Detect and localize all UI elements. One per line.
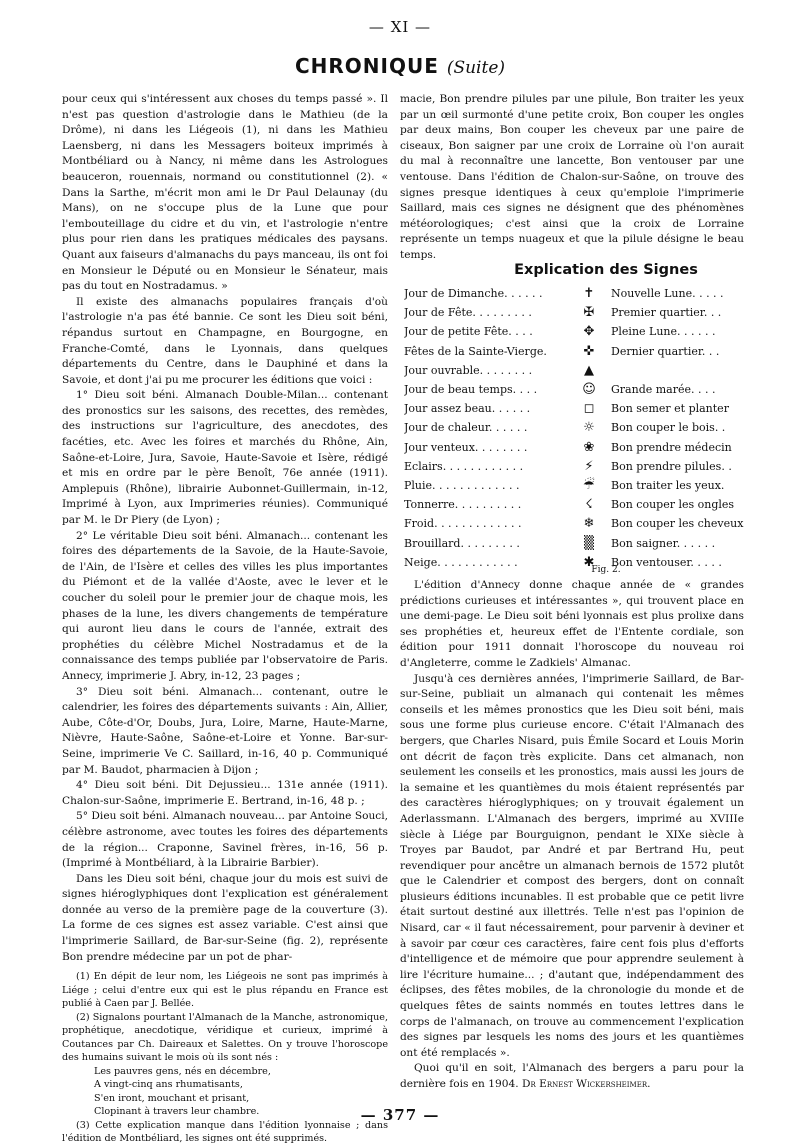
sign-row <box>404 514 744 533</box>
sign-row <box>404 399 744 418</box>
closing-sentence: Quoi qu'il en soit, l'Almanach des bergers a paru pour la dernière fois en 1904. <box>400 1062 744 1090</box>
sign-label: Pluie. . . . . . . . . . . . . <box>404 478 520 492</box>
sign-label: Froid. . . . . . . . . . . . . <box>404 517 522 531</box>
right-paragraph <box>400 1061 744 1092</box>
sign-row <box>404 303 744 322</box>
left-paragraph: Il existe des almanachs populaires français d'où l'astrologie n'a pas été bannie. Ce sont les Dieu soit béni, répandus surtout en Champagne, en Bourgogne, en Franche-Comté, dans le Lyonnais, dans quelques départements du Centre, dans le Dauphiné et dans la Savoie, et dont j'ai pu me procurer les éditions que voici : <box>62 295 388 386</box>
page-number: — 377 — <box>360 1106 440 1124</box>
sun-icon: ☼ <box>583 420 595 436</box>
sign-label: Jour ouvrable. . . . . . . . <box>404 363 533 377</box>
sign-label: Jour de beau temps. . . . <box>404 383 538 397</box>
sign-label: Jour de Dimanche. . . . . . <box>404 287 543 301</box>
triangle-icon: ▲ <box>584 362 594 378</box>
thunder-icon: ☇ <box>585 497 593 513</box>
sign-row <box>404 438 744 457</box>
right-paragraph: Jusqu'à ces dernières années, l'imprimerie Saillard, de Bar-sur-Seine, publiait un almanach qui contenait les mêmes conseils et les mêmes pronostics que les Dieu soit béni, mais sous une forme plus curieuse encore. C'était l'Almanach des bergers, que Charles Nisard, puis Émile Socard et Louis Morin ont décrit de façon très explicite. Dans cet almanach, non seulement les conseils et les pronostics, mais aussi les jours de la semaine et les quantièmes du mois étaient représentés par des caractères hiéroglyphiques; on y trouvait également un Aderlassmann. L'Almanach des bergers, imprimé au XVIIIe siècle à Liége par Bourguignon, pendant le XIXe siècle à Troyes par Baudot, par André et par Bertrand Hu, peut revendiquer pour ancêtre un almanach bernois de 1572 plutôt que le Calendrier et compost des bergers, dont on connaît plusieurs éditions incunables. Il est probable que ce petit livre était surtout destiné aux illettrés. Telle n'est pas l'opinion de Nisard, car « il faut nécessairement, pour parvenir à deviner et à savoir par cœur ces caractères, faire cent fois plus d'efforts d'intelligence et de mémoire que pour apprendre seulement à lire l'écriture humaine... ; d'autant que, indépendamment des éclipses, des fêtes mobiles, de la chronologie du monde et de quelques fêtes de saints nommés en toutes lettres dans le corps de l'almanach, on trouve au commencement l'explication des signes par lesquels les noms des jours et les quantièmes ont été remplacés ». <box>400 672 744 1059</box>
left-paragraph: 2° Le véritable Dieu soit béni. Almanach... contenant les foires des départements de la Savoie, de la Haute-Savoie, de l'Ain, de l'Isère et celles des villes les plus importantes du Piémont et de la vallée d'Aoste, avec le lever et le coucher du soleil pour le premier jour de chaque mois, les phases de la lune, les divers changements de température qui auront lieu dans le cours de l'année, extrait des prophéties du célèbre Michel Nostradamus et de la connaissance des temps publiée par l'observatoire de Paris. Annecy, imprimerie J. Abry, in-12, 23 pages ; <box>62 529 388 682</box>
sign-row <box>404 476 744 495</box>
wind-icon: ❀ <box>583 439 595 455</box>
poem-line: A vingt-cinq ans rhumatisants, <box>94 1079 243 1091</box>
sign-row <box>404 457 744 476</box>
sign-label: Fêtes de la Sainte-Vierge. <box>404 344 547 358</box>
title-suite: (Suite) <box>446 58 506 78</box>
star-cross-icon: ✜ <box>583 343 595 359</box>
cold-icon: ❄ <box>583 516 595 532</box>
sign-label: Jour de petite Fête. . . . <box>404 325 533 339</box>
sign-meaning: Bon couper les ongles <box>611 498 735 512</box>
sign-meaning: Nouvelle Lune. . . . . <box>611 287 724 301</box>
sign-meaning: Dernier quartier. . . <box>611 344 720 358</box>
left-paragraph: 3° Dieu soit béni. Almanach... contenant, outre le calendrier, les foires des départements suivants : Ain, Allier, Aube, Côte-d'Or, Doubs, Jura, Loire, Marne, Haute-Marne, Nièvre, Haute-Saône, Saône-et-Loire et Yonne. Bar-sur-Seine, imprimerie Ve C. Saillard, in-16, 40 p. Communiqué par M. Baudot, pharmacien à Dijon ; <box>62 685 388 776</box>
square-icon: ◻ <box>583 401 595 417</box>
sign-meaning: Bon couper le bois. . <box>611 421 726 435</box>
poem-line: S'en iront, mouchant et prisant, <box>94 1092 250 1104</box>
title-main: CHRONIQUE <box>294 54 439 78</box>
sign-meaning: Bon ventouser. . . . . <box>611 555 722 569</box>
sign-row <box>404 533 744 552</box>
right-column-bottom <box>400 578 744 1093</box>
right-column-top <box>400 92 744 264</box>
lightning-icon: ⚡ <box>584 458 594 474</box>
sign-row <box>404 322 744 341</box>
page-roman-numeral: — XI — <box>368 18 432 36</box>
maltese-cross-icon: ✠ <box>583 305 595 321</box>
sign-meaning: Bon prendre médecin <box>611 440 732 454</box>
left-paragraph: 1° Dieu soit béni. Almanach Double-Milan... contenant des pronostics sur les saisons, des recettes, des remèdes, des instructions sur l'agriculture, des anecdotes, des facéties, etc. Avec les foires et marchés du Rhône, Ain, Saône-et-Loire, Jura, Savoie, Haute-Savoie et Isère, rédigé et mis en ordre par le père Benoît, 76e année (1911). Amplepuis (Rhône), librairie Aubonnet-Guillermain, in-12, Imprimé à Lyon, aux Imprimeries réunies). Communiqué par M. le Dr Piery (de Lyon) ; <box>62 389 388 527</box>
figure-heading: Explication des Signes <box>514 262 698 278</box>
sign-meaning: Bon semer et planter <box>611 402 729 416</box>
sign-meaning: Bon prendre pilules. . <box>611 459 732 473</box>
sign-row <box>404 418 744 437</box>
poem-line: Les pauvres gens, nés en décembre, <box>94 1065 271 1077</box>
left-paragraph: pour ceux qui s'intéressent aux choses du temps passé ». Il n'est pas question d'astrologie dans le Mathieu (de la Drôme), ni dans les Liégeois (1), ni dans les Mathieu Laensberg, ni dans les Messagers boiteux imprimés à Montbéliard ou à Nancy, ni même dans les Astrologues beauceron, rouennais, normand ou constitutionnel (2). « Dans la Sarthe, m'écrit mon ami le Dr Paul Delaunay (du Mans), on ne s'occupe plus de la Lune que pour l'embouteillage du cidre et du vin, et l'astrologie n'entre plus pour rien dans les pratiques médicales des paysans. Quant aux faiseurs d'almanachs du pays manceau, ils ont foi en Monsieur le Député ou en Monsieur le Sénateur, mais pas du tout en Nostradamus. » <box>62 93 388 293</box>
sign-label: Jour de Fête. . . . . . . . . <box>404 306 532 320</box>
sun-face-icon: ☺ <box>582 382 596 398</box>
snow-icon: ✱ <box>583 554 595 570</box>
sign-label: Neige. . . . . . . . . . . . <box>404 555 518 569</box>
sign-row <box>404 284 744 303</box>
left-column <box>62 92 388 1146</box>
sign-label: Brouillard. . . . . . . . . <box>404 536 520 550</box>
sign-label: Jour de chaleur. . . . . . <box>404 421 528 435</box>
author-signature: Dr Ernest Wickersheimer. <box>521 1078 651 1090</box>
rain-icon: ☔ <box>583 477 595 493</box>
sign-row <box>404 380 744 399</box>
sign-row <box>404 361 744 380</box>
right-paragraph: L'édition d'Annecy donne chaque année de « grandes prédictions curieuses et intéressantes », qui trouvent place en une demi-page. Le Dieu soit béni lyonnais est plus prolixe dans ses prophéties et, heureux effet de l'Entente cordiale, son édition pour 1911 donnait l'horoscope du nouveau roi d'Angleterre, comme le Zadkiels' Almanac. <box>400 579 744 669</box>
sign-label: Jour venteux. . . . . . . . <box>404 440 528 454</box>
sign-meaning: Bon couper les cheveux <box>611 517 744 531</box>
sign-label: Jour assez beau. . . . . . <box>404 402 531 416</box>
cross-icon: ✝ <box>583 286 595 302</box>
footnote-3: (3) Cette explication manque dans l'édition lyonnaise ; dans l'édition de Montbéliard, les signes ont été supprimés. <box>62 1119 388 1145</box>
left-paragraph: 5° Dieu soit béni. Almanach nouveau... par Antoine Souci, célèbre astronome, avec toutes les foires des départements de la région... Craponne, Savinel frères, in-16, 56 p. (Imprimé à Montbéliard, à la Librairie Barbier). <box>62 810 388 870</box>
footnote-2: (2) Signalons pourtant l'Almanach de la Manche, astronomique, prophétique, anecdotique, véridique et curieux, imprimé à Coutances par Ch. Daireaux et Salettes. On y trouve l'horoscope des humains suivant le mois où ils sont nés : <box>62 1011 388 1064</box>
sign-meaning: Pleine Lune. . . . . . <box>611 325 716 339</box>
right-paragraph: macie, Bon prendre pilules par une pilule, Bon traiter les yeux par un œil surmonté d'une petite croix, Bon couper les ongles par deux mains, Bon couper les cheveux par une paire de ciseaux, Bon saigner par une croix de Lorraine où l'on aurait du mal à reconnaître une lancette, Bon ventouser par une ventouse. Dans l'édition de Chalon-sur-Saône, on trouve des signes presque identiques à ceux qu'emploie l'imprimerie Saillard, mais ces signes ne désignent que des phénomènes météorologiques; c'est ainsi que la croix de Lorraine représente un temps nuageux et que la pilule désigne le beau temps. <box>400 93 744 261</box>
sign-row <box>404 342 744 361</box>
left-paragraph: Dans les Dieu soit béni, chaque jour du mois est suivi de signes hiéroglyphiques dont l'explication est généralement donnée au verso de la première page de la couverture (3). La forme de ces signes est assez variable. C'est ainsi que l'imprimerie Saillard, de Bar-sur-Seine (fig. 2), représente Bon prendre médecine par un pot de phar- <box>62 872 388 963</box>
sign-row <box>404 495 744 514</box>
sign-label: Eclairs. . . . . . . . . . . . <box>404 459 524 473</box>
page-title <box>0 54 800 78</box>
signs-table <box>404 284 744 572</box>
footnote-1: (1) En dépit de leur nom, les Liégeois ne sont pas imprimés à Liége ; celui d'entre eux qui est le plus répandu en France est publié à Caen par J. Bellée. <box>62 971 388 1010</box>
ornate-cross-icon: ✥ <box>583 324 595 340</box>
figure-caption: Fig. 2. <box>591 565 621 575</box>
sign-meaning: Bon saigner. . . . . . <box>611 536 716 550</box>
sign-meaning: Premier quartier. . . <box>611 306 722 320</box>
sign-label: Tonnerre. . . . . . . . . . <box>404 498 522 512</box>
sign-meaning: Grande marée. . . . <box>611 383 716 397</box>
fog-icon: ▒ <box>584 535 594 551</box>
sign-meaning: Bon traiter les yeux. <box>611 478 725 492</box>
left-paragraph: 4° Dieu soit béni. Dit Dejussieu... 131e année (1911). Chalon-sur-Saône, imprimerie E. Bertrand, in-16, 48 p. ; <box>62 779 388 807</box>
poem-line: Clopinant à travers leur chambre. <box>94 1106 260 1118</box>
